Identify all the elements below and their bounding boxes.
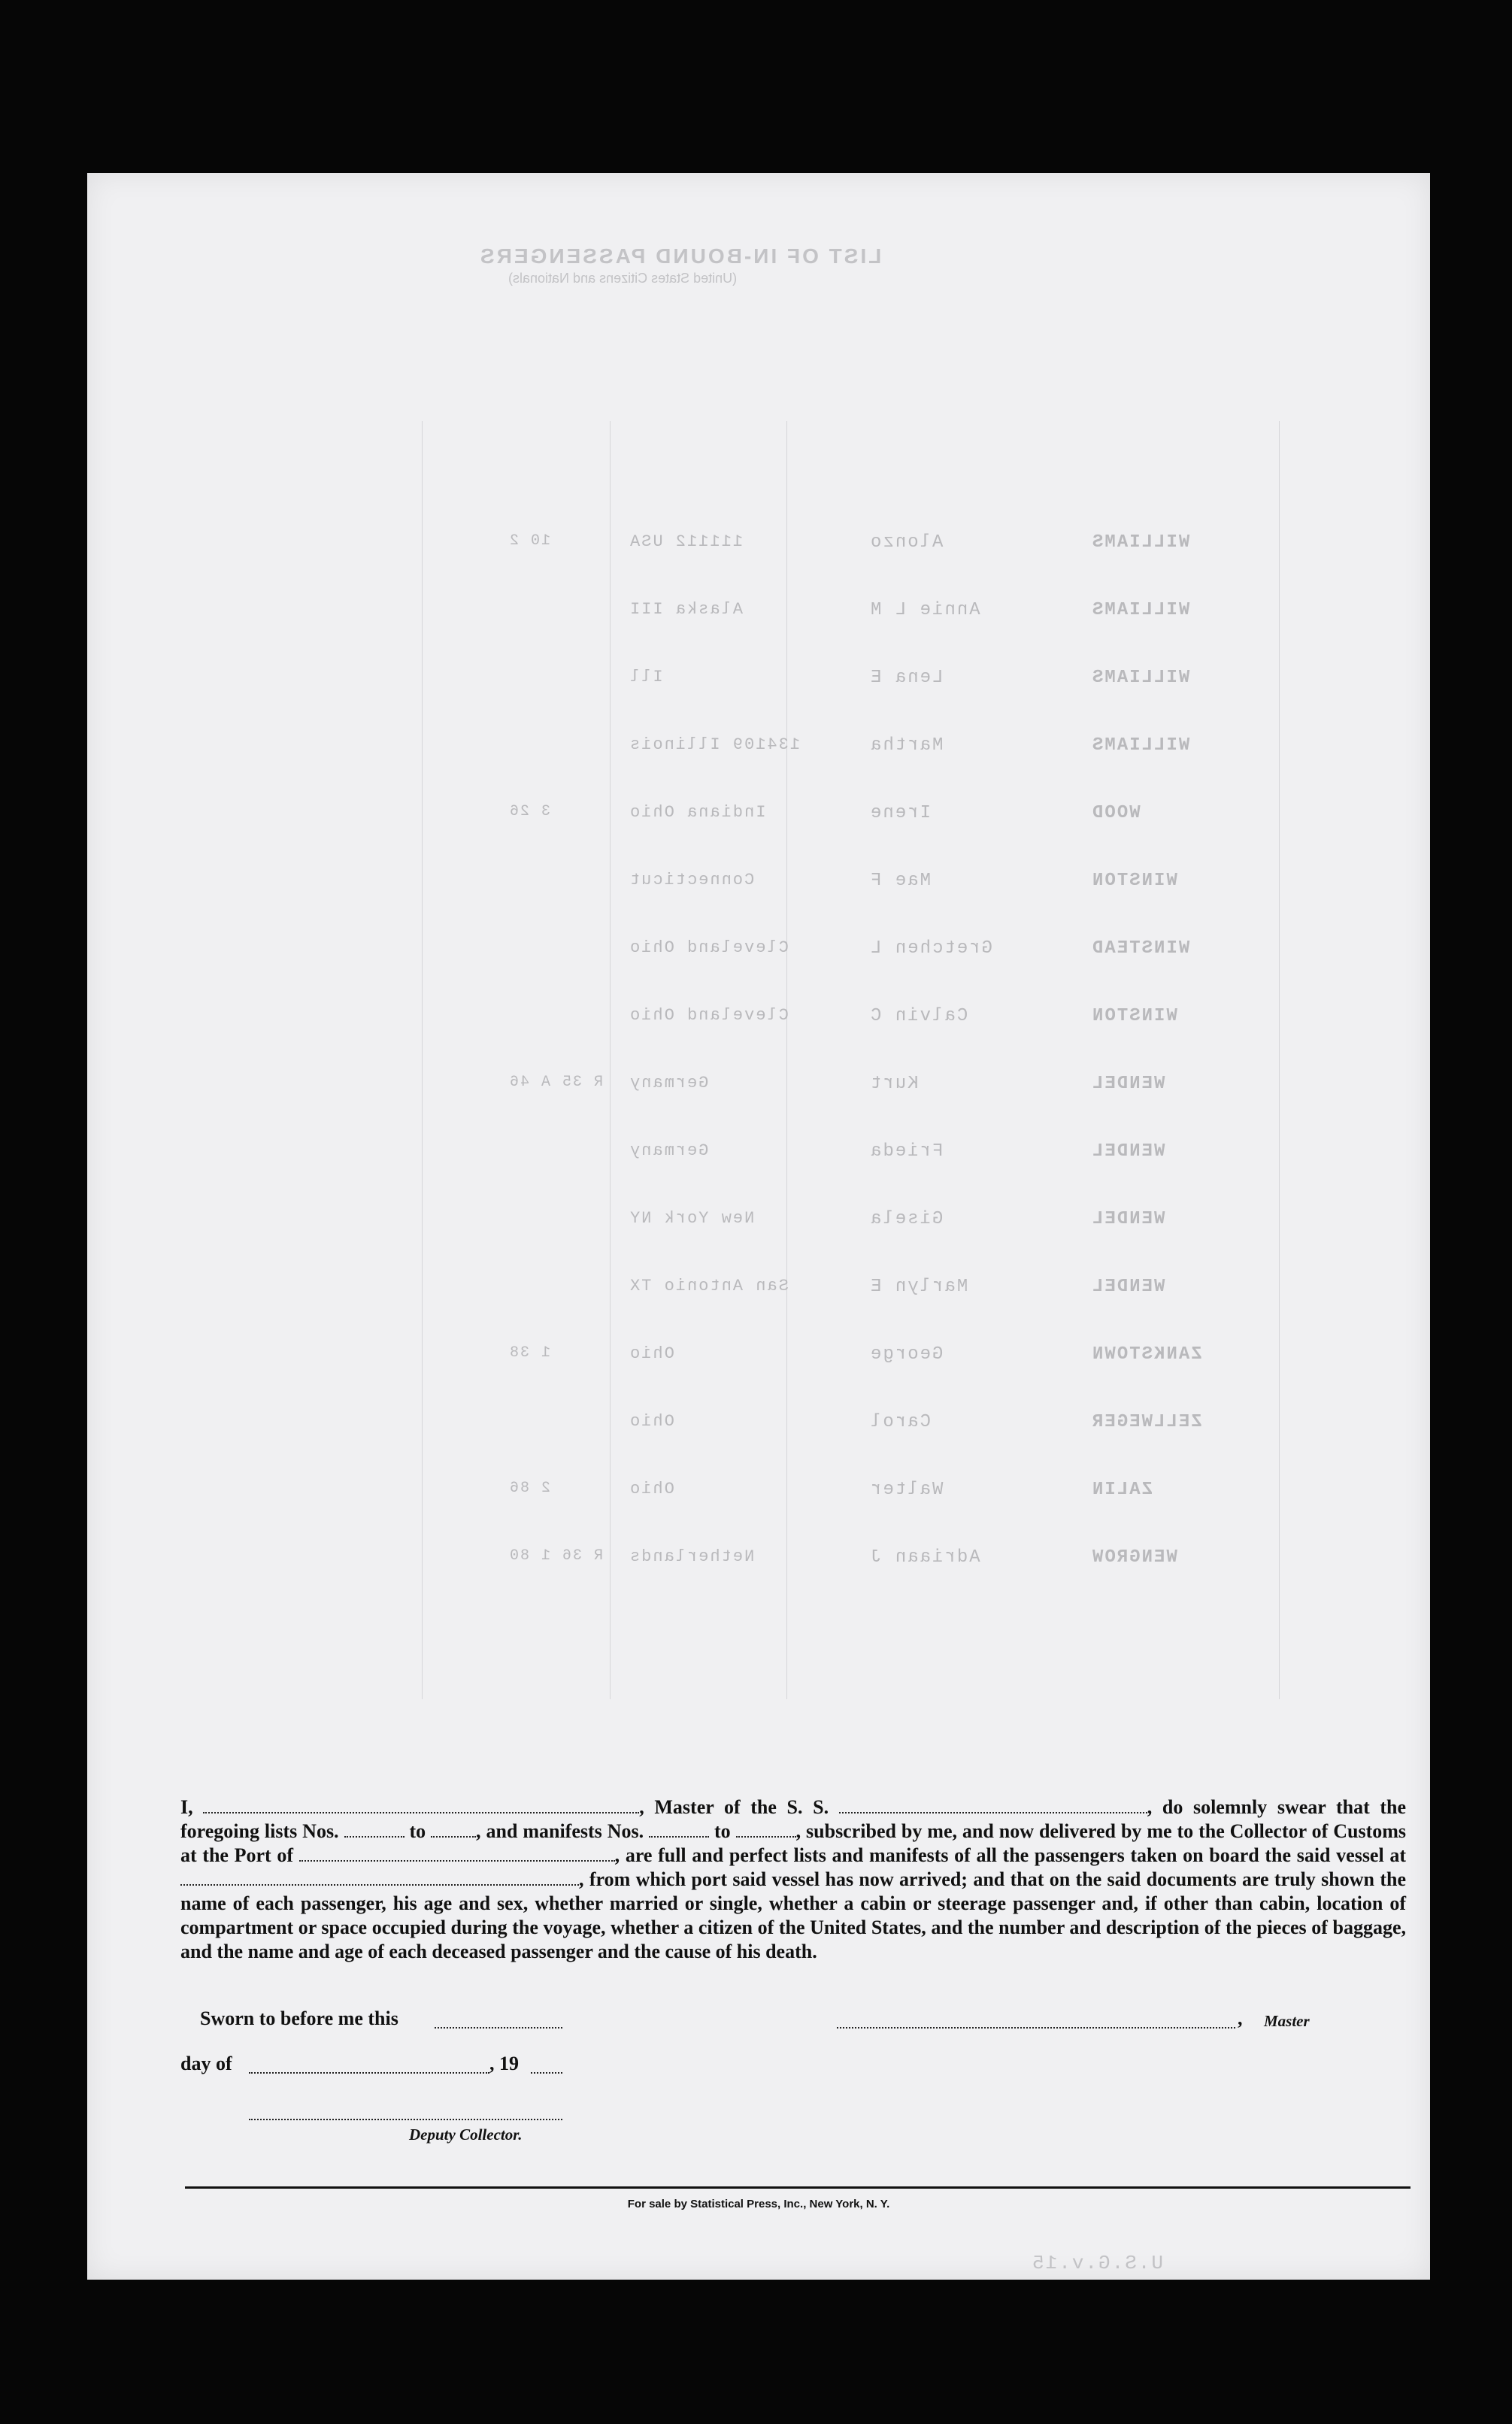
faded-given-name: Carol — [869, 1412, 932, 1432]
faded-extra: 1 38 — [508, 1344, 551, 1362]
faded-address: Cleveland Ohio — [629, 1006, 789, 1025]
faded-extra: R 35 A 46 — [508, 1074, 604, 1091]
faded-surname: WENDEL — [1091, 1209, 1165, 1229]
faded-address: Connecticut — [629, 871, 755, 889]
list-from-blank — [344, 1821, 405, 1838]
faded-surname: WENGROW — [1091, 1547, 1177, 1568]
master-label: Master — [1264, 2012, 1310, 2030]
faded-extra: R 36 1 80 — [508, 1547, 604, 1565]
manifest-page — [87, 173, 1430, 2280]
faded-surname: ZALIN — [1091, 1480, 1153, 1500]
faded-address: Indiana Ohio — [629, 803, 766, 822]
oath-text: manifests of all the passengers taken on board the said vessel at — [869, 1844, 1407, 1866]
deputy-signature-blank — [249, 2119, 562, 2120]
oath-text: , subscribed by me, and now — [795, 1820, 1035, 1842]
list-to-blank — [431, 1821, 476, 1838]
oath-text: I, — [180, 1796, 193, 1818]
oath-text: , do solemnly — [1147, 1796, 1268, 1818]
faded-surname: WENDEL — [1091, 1277, 1165, 1297]
faded-given-name: Kurt — [869, 1074, 919, 1094]
faded-given-name: Irene — [869, 803, 932, 823]
master-name-blank — [203, 1797, 639, 1813]
faded-given-name: Walter — [869, 1480, 944, 1500]
faded-address: Ill — [629, 668, 663, 686]
faded-address: New York NY — [629, 1209, 755, 1228]
faded-address: Alaska III — [629, 600, 744, 619]
faded-address: 134109 Illinois — [629, 735, 801, 754]
faded-given-name: Adriaan J — [869, 1547, 980, 1568]
faded-given-name: Mae F — [869, 871, 932, 891]
manifest-to-blank — [736, 1821, 796, 1838]
faded-given-name: Annie L M — [869, 600, 980, 620]
departure-port-blank — [180, 1869, 579, 1886]
faded-surname: ZELLWEGER — [1091, 1412, 1202, 1432]
oath-text: , Master of the S. S. — [639, 1796, 829, 1818]
faded-address: 111112 USA — [629, 532, 744, 551]
oath-paragraph — [180, 1795, 1406, 1964]
faded-given-name: Calvin C — [869, 1006, 968, 1026]
faded-given-name: Martha — [869, 735, 944, 756]
port-blank — [299, 1845, 615, 1862]
form-stamp: U.S.G.v.15 — [1031, 2252, 1164, 2274]
sworn-date-blank — [435, 2027, 562, 2029]
faded-surname: WINSTON — [1091, 871, 1177, 891]
faded-extra: 2 86 — [508, 1480, 551, 1497]
oath-text: swear that the foregoing lists Nos. — [180, 1796, 1407, 1842]
faded-surname: ZANKSTOWN — [1091, 1344, 1202, 1365]
faded-given-name: Lena E — [869, 668, 944, 688]
day-of-blank — [249, 2072, 489, 2074]
day-of-label: day of — [180, 2053, 232, 2074]
column-rule — [1279, 421, 1280, 1699]
faded-extra: 3 26 — [508, 803, 551, 820]
column-rule — [786, 421, 787, 1699]
faded-surname: WILLIAMS — [1091, 600, 1190, 620]
faded-address: Germany — [629, 1074, 709, 1092]
faded-extra: 10 2 — [508, 532, 551, 550]
faded-given-name: Frieda — [869, 1141, 944, 1162]
oath-text: , are full and perfect lists and — [614, 1844, 864, 1866]
faded-address: Ohio — [629, 1412, 674, 1431]
column-rule — [422, 421, 423, 1699]
oath-text: to — [409, 1820, 426, 1842]
column-rule — [610, 421, 611, 1699]
oath-text: delivered by me to the Collector of Customs at the Port of — [180, 1820, 1407, 1866]
printer-footer: For sale by Statistical Press, Inc., New York, N. Y. — [627, 2198, 890, 2210]
faded-surname: WINSTEAD — [1091, 938, 1190, 959]
faded-surname: WENDEL — [1091, 1141, 1165, 1162]
list-subtitle: (United States Citizens and Nationals) — [508, 271, 738, 286]
faded-address: Ohio — [629, 1480, 674, 1498]
faded-given-name: Gretchen L — [869, 938, 993, 959]
faded-surname: WILLIAMS — [1091, 735, 1190, 756]
manifest-from-blank — [649, 1821, 709, 1838]
faded-given-name: Alonzo — [869, 532, 944, 553]
oath-text: port said vessel has now arrived; and that on the said documents are truly shown the name of each passenger, his age and sex, whether married or single, whether a cabin or steerage passenger and, if other than cabin, location of compartment or space occupied during the voyage, whether a citizen of the United States, and the number and description of the pieces of baggage, and the name and age of each deceased passenger and the cause of his death. — [180, 1868, 1406, 1962]
oath-text: to — [714, 1820, 731, 1842]
faded-surname: WINSTON — [1091, 1006, 1177, 1026]
faded-given-name: George — [869, 1344, 944, 1365]
oath-text: , and manifests Nos. — [476, 1820, 644, 1842]
year-blank — [531, 2072, 562, 2074]
faded-address: Cleveland Ohio — [629, 938, 789, 957]
faded-address: San Antonio TX — [629, 1277, 789, 1295]
faded-address: Netherlands — [629, 1547, 755, 1566]
oath-text: , from which — [579, 1868, 686, 1890]
deputy-collector-label: Deputy Collector. — [409, 2126, 523, 2144]
faded-surname: WILLIAMS — [1091, 668, 1190, 688]
year-prefix: , 19 — [489, 2053, 519, 2074]
faded-surname: WENDEL — [1091, 1074, 1165, 1094]
faded-surname: WOOD — [1091, 803, 1141, 823]
sworn-label: Sworn to before me this — [200, 2007, 398, 2029]
footer-rule — [185, 2186, 1410, 2189]
master-comma: , — [1238, 2007, 1243, 2029]
faded-surname: WILLIAMS — [1091, 532, 1190, 553]
faded-given-name: Marlyn E — [869, 1277, 968, 1297]
faded-given-name: Gisela — [869, 1209, 944, 1229]
faded-address: Ohio — [629, 1344, 674, 1363]
faded-address: Germany — [629, 1141, 709, 1160]
master-signature-blank — [837, 2027, 1235, 2029]
vessel-name-blank — [839, 1797, 1147, 1813]
list-title: LIST OF IN-BOUND PASSENGERS — [478, 244, 882, 268]
